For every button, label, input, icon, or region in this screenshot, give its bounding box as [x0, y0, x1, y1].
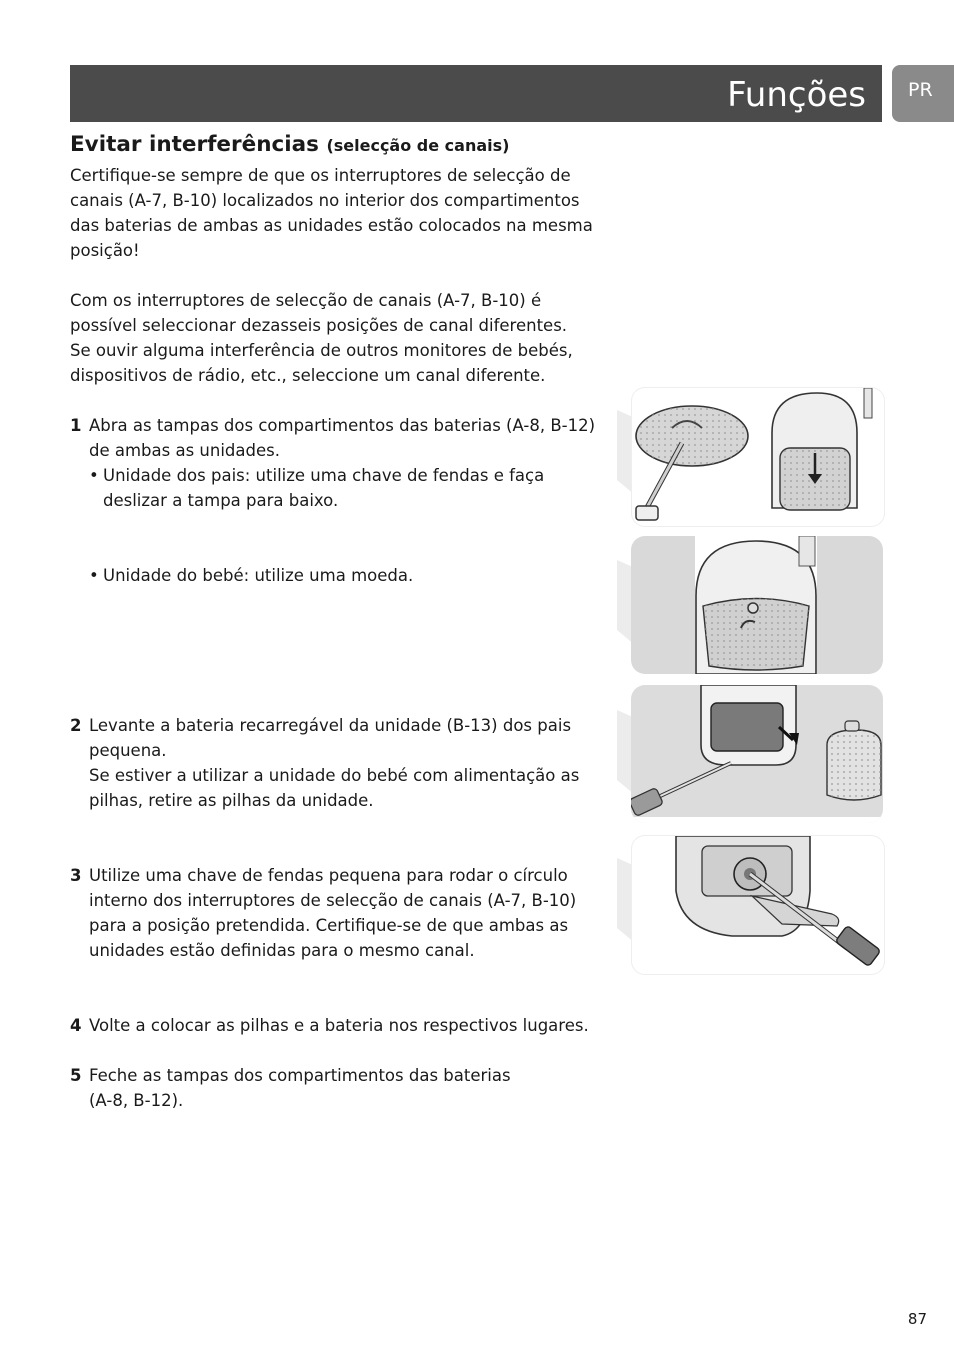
illustration-lift-battery — [631, 685, 883, 823]
bullet-item — [70, 563, 605, 588]
step-number: 5 — [70, 1066, 82, 1085]
section-subtitle: (selecção de canais) — [326, 136, 510, 155]
page-number: 87 — [907, 1310, 927, 1328]
step-3 — [70, 863, 605, 963]
illustration-baby-unit-coin — [631, 536, 883, 674]
step-text: Abra as tampas dos compartimentos das baterias (A-8, B-12) de ambas as unidades. — [89, 416, 596, 460]
page-title: Funções — [727, 75, 866, 115]
illustration-channel-switch — [632, 836, 884, 974]
step-text: Volte a colocar as pilhas e a bateria nos respectivos lugares. — [89, 1016, 589, 1035]
bullet-item — [70, 463, 605, 513]
intro-paragraph: Certifique-se sempre de que os interruptores de selecção de canais (A-7, B-10) localizados no interior dos compartimentos das baterias de ambas as unidades estão colocados na mesma posição! — [70, 166, 593, 260]
step-text-continued: (A-8, B-12). — [89, 1091, 184, 1110]
step-number: 4 — [70, 1016, 82, 1035]
section-heading — [70, 128, 605, 163]
figure-2 — [631, 536, 883, 674]
main-content — [70, 128, 605, 1113]
step-number: 2 — [70, 716, 82, 735]
figure-3 — [631, 685, 883, 823]
step-2 — [70, 713, 605, 813]
channel-paragraph-1: Com os interruptores de selecção de canais (A-7, B-10) é possível seleccionar dezasseis posições de canal diferentes. — [70, 291, 568, 335]
bullet-text: • Unidade dos pais: utilize uma chave de fendas e faça deslizar a tampa para baixo. — [103, 466, 545, 510]
illustration-parent-unit-screwdriver — [632, 388, 884, 526]
step-text: Levante a bateria recarregável da unidade (B-13) dos pais pequena. — [89, 716, 572, 760]
step-4 — [70, 1013, 605, 1038]
section-title: Evitar interferências — [70, 132, 319, 157]
step-text: Utilize uma chave de fendas pequena para rodar o círculo interno dos interruptores de selecção de canais (A-7, B-10) para a posição pretendida. Certifique-se de que ambas as unidades estão definidas para o mesmo canal. — [89, 866, 577, 960]
step-text-continued: Se estiver a utilizar a unidade do bebé com alimentação as pilhas, retire as pilhas da unidade. — [89, 766, 580, 810]
channel-paragraph-2: Se ouvir alguma interferência de outros monitores de bebés, dispositivos de rádio, etc., seleccione um canal diferente. — [70, 341, 573, 385]
step-number: 1 — [70, 416, 82, 435]
step-1 — [70, 413, 605, 463]
language-tab — [892, 65, 954, 122]
figure-1 — [631, 387, 885, 527]
header-bar — [70, 65, 882, 122]
language-tab-label: PR — [908, 79, 933, 101]
bullet-text: • Unidade do bebé: utilize uma moeda. — [103, 566, 414, 585]
step-number: 3 — [70, 866, 82, 885]
step-text: Feche as tampas dos compartimentos das baterias — [89, 1066, 511, 1085]
step-5 — [70, 1063, 605, 1113]
figure-4 — [631, 835, 885, 975]
